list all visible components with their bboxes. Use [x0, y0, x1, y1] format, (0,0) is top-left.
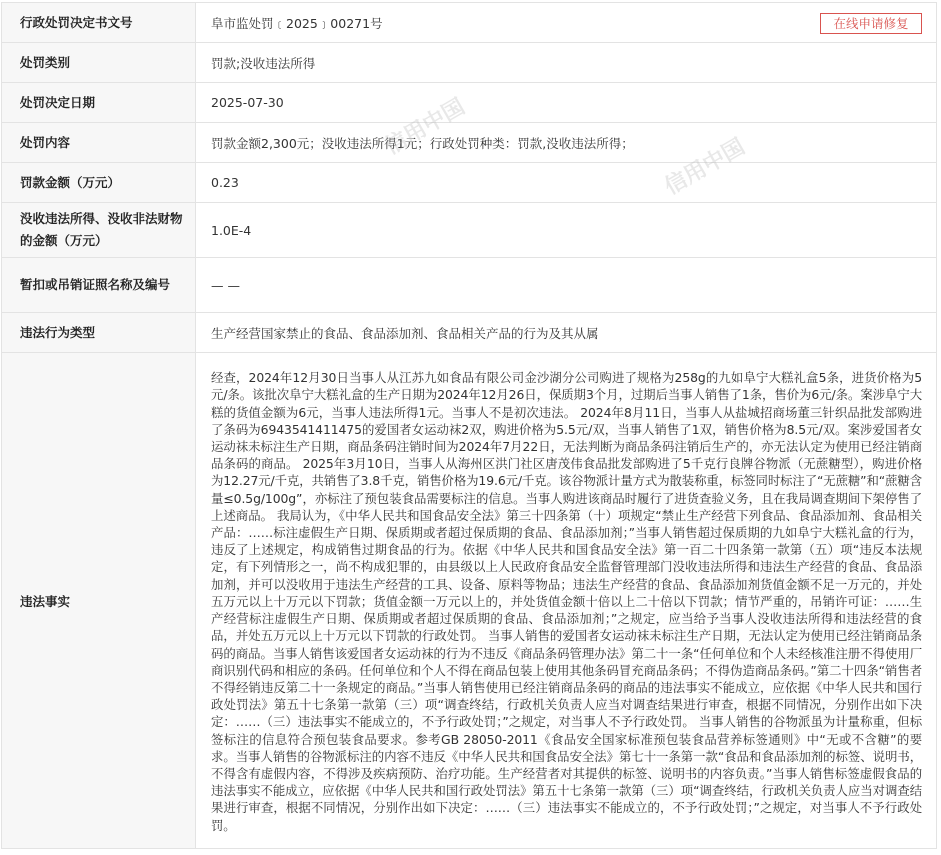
row-confiscated-amount: [2, 203, 937, 258]
row-decision-date: [2, 83, 937, 123]
value-fine-amount: 0.23: [196, 163, 937, 203]
label-violation-type: 违法行为类型: [2, 313, 196, 353]
row-decision-number: [2, 3, 937, 43]
value-violation-type: 生产经营国家禁止的食品、食品添加剂、食品相关产品的行为及其从属: [196, 313, 937, 353]
row-penalty-category: [2, 43, 937, 83]
row-violation-type: [2, 313, 937, 353]
value-confiscated-amount: 1.0E-4: [196, 203, 937, 258]
watermark: 信用中国: [380, 94, 470, 161]
row-penalty-content: [2, 123, 937, 163]
label-penalty-category: 处罚类别: [2, 43, 196, 83]
value-violation-facts: 经查，2024年12月30日当事人从江苏九如食品有限公司金沙湖分公司购进了规格为258g的九如阜宁大糕礼盒5条，进货价格为5元/条。该批次阜宁大糕礼盒的生产日期为2024年12月26日，保质期3个月，过期后当事人销售了1条，售价为6元/条。案涉阜宁大糕的货值金额为6元，当事人违法所得1元。当事人不是初次违法。 2024年8月11日，当事人从盐城招商场董三针织品批发部购进了条码为6943541411475的爱国者女运动袜2双，购进价格为5.5元/双，当事人销售了1双，销售价格为8.5元/双。案涉爱国者女运动袜未标注生产日期，商品条码注销时间为2024年7月22日，无法判断为商品条码注销后生产的，亦无法认定为使用已经注销商品条码的商品。 2025年3月10日，当事人从海州区洪门社区唐茂伟食品批发部购进了5千克行良牌谷物派（无蔗糖型），购进价格为12.27元/千克，共销售了3.8千克，销售价格为19.6元/千克。该谷物派计量方式为散装称重，标签同时标注了“无蔗糖”和“蔗糖含量≤0.5g/100g”，亦标注了预包装食品需要标注的信息。当事人购进该商品时履行了进货查验义务，且在我局调查期间下架停售了上述商品。 我局认为，《中华人民共和国食品安全法》第三十四条第（十）项规定“禁止生产经营下列食品、食品添加剂、食品相关产品：……标注虚假生产日期、保质期或者超过保质期的食品、食品添加剂；”当事人销售超过保质期的九如阜宁大糕礼盒的行为，违反了上述规定，构成销售过期食品的行为。依据《中华人民共和国食品安全法》第一百二十四条第一款第（五）项“违反本法规定，有下列情形之一，尚不构成犯罪的，由县级以上人民政府食品安全监督管理部门没收违法所得和违法生产经营的食品、食品添加剂，并可以没收用于违法生产经营的工具、设备、原料等物品；违法生产经营的食品、食品添加剂货值金额不足一万元的，并处五万元以上十万元以下罚款；货值金额一万元以上的，并处货值金额十倍以上二十倍以下罚款；情节严重的，吊销许可证：……生产经营标注虚假生产日期、保质期或者超过保质期的食品、食品添加剂；”之规定，应当给予当事人没收违法所得和违法经营的食品，并处五万元以上十万元以下罚款的行政处罚。 当事人销售的爱国者女运动袜未标注生产日期，无法认定为使用已经注销商品条码的商品。当事人销售该爱国者女运动袜的行为不违反《商品条码管理办法》第二十一条“任何单位和个人未经核准注册不得使用厂商识别代码和相应的条码。任何单位和个人不得在商品包装上使用其他条码冒充商品条码；不得伪造商品条码。”第二十四条“销售者不得经销违反第二十一条规定的商品。”当事人销售使用已经注销商品条码的商品的违法事实不能成立，应依据《中华人民共和国行政处罚法》第五十七条第一款第（三）项“调查终结，行政机关负责人应当对调查结果进行审查，根据不同情况，分别作出如下决定：……（三）违法事实不能成立的，不予行政处罚；”之规定，对当事人不予行政处罚。 当事人销售的谷物派虽为计量称重，但标签标注的信息符合预包装食品要求。参考GB 28050-2011《食品安全国家标准预包装食品营养标签通则》中“无或不含糖”的要求。当事人销售的谷物派标注的内容不违反《中华人民共和国食品安全法》第七十一条第一款“食品和食品添加剂的标签、说明书，不得含有虚假内容，不得涉及疾病预防、治疗功能。生产经营者对其提供的标签、说明书的内容负责。”当事人销售标签虚假食品的违法事实不能成立，应依据《中华人民共和国行政处罚法》第五十七条第一款第（三）项“调查终结，行政机关负责人应当对调查结果进行审查，根据不同情况，分别作出如下决定：……（三）违法事实不能成立的，不予行政处罚；”之规定，对当事人不予行政处罚。: [211, 370, 922, 833]
online-repair-button[interactable]: 在线申请修复: [820, 13, 922, 34]
label-penalty-content: 处罚内容: [2, 123, 196, 163]
value-penalty-content: 罚款金额2,300元；没收违法所得1元；行政处罚种类：罚款,没收违法所得；: [196, 123, 937, 163]
row-license-revoked: [2, 258, 937, 313]
watermark: 信用中国: [660, 134, 750, 201]
value-license-revoked: — —: [196, 258, 937, 313]
label-decision-number: 行政处罚决定书文号: [2, 3, 196, 43]
label-decision-date: 处罚决定日期: [2, 83, 196, 123]
row-fine-amount: [2, 163, 937, 203]
row-violation-facts: [2, 353, 937, 849]
penalty-info-table: [1, 2, 937, 849]
label-confiscated-amount: 没收违法所得、没收非法财物的金额（万元）: [2, 203, 196, 258]
value-decision-date: 2025-07-30: [196, 83, 937, 123]
label-violation-facts: 违法事实: [2, 353, 196, 849]
value-violation-facts-cell: [196, 353, 937, 849]
label-license-revoked: 暂扣或吊销证照名称及编号: [2, 258, 196, 313]
value-decision-number-cell: [196, 3, 937, 43]
value-decision-number: 阜市监处罚﹝2025﹞00271号: [211, 15, 383, 31]
value-penalty-category: 罚款;没收违法所得: [196, 43, 937, 83]
label-fine-amount: 罚款金额（万元）: [2, 163, 196, 203]
